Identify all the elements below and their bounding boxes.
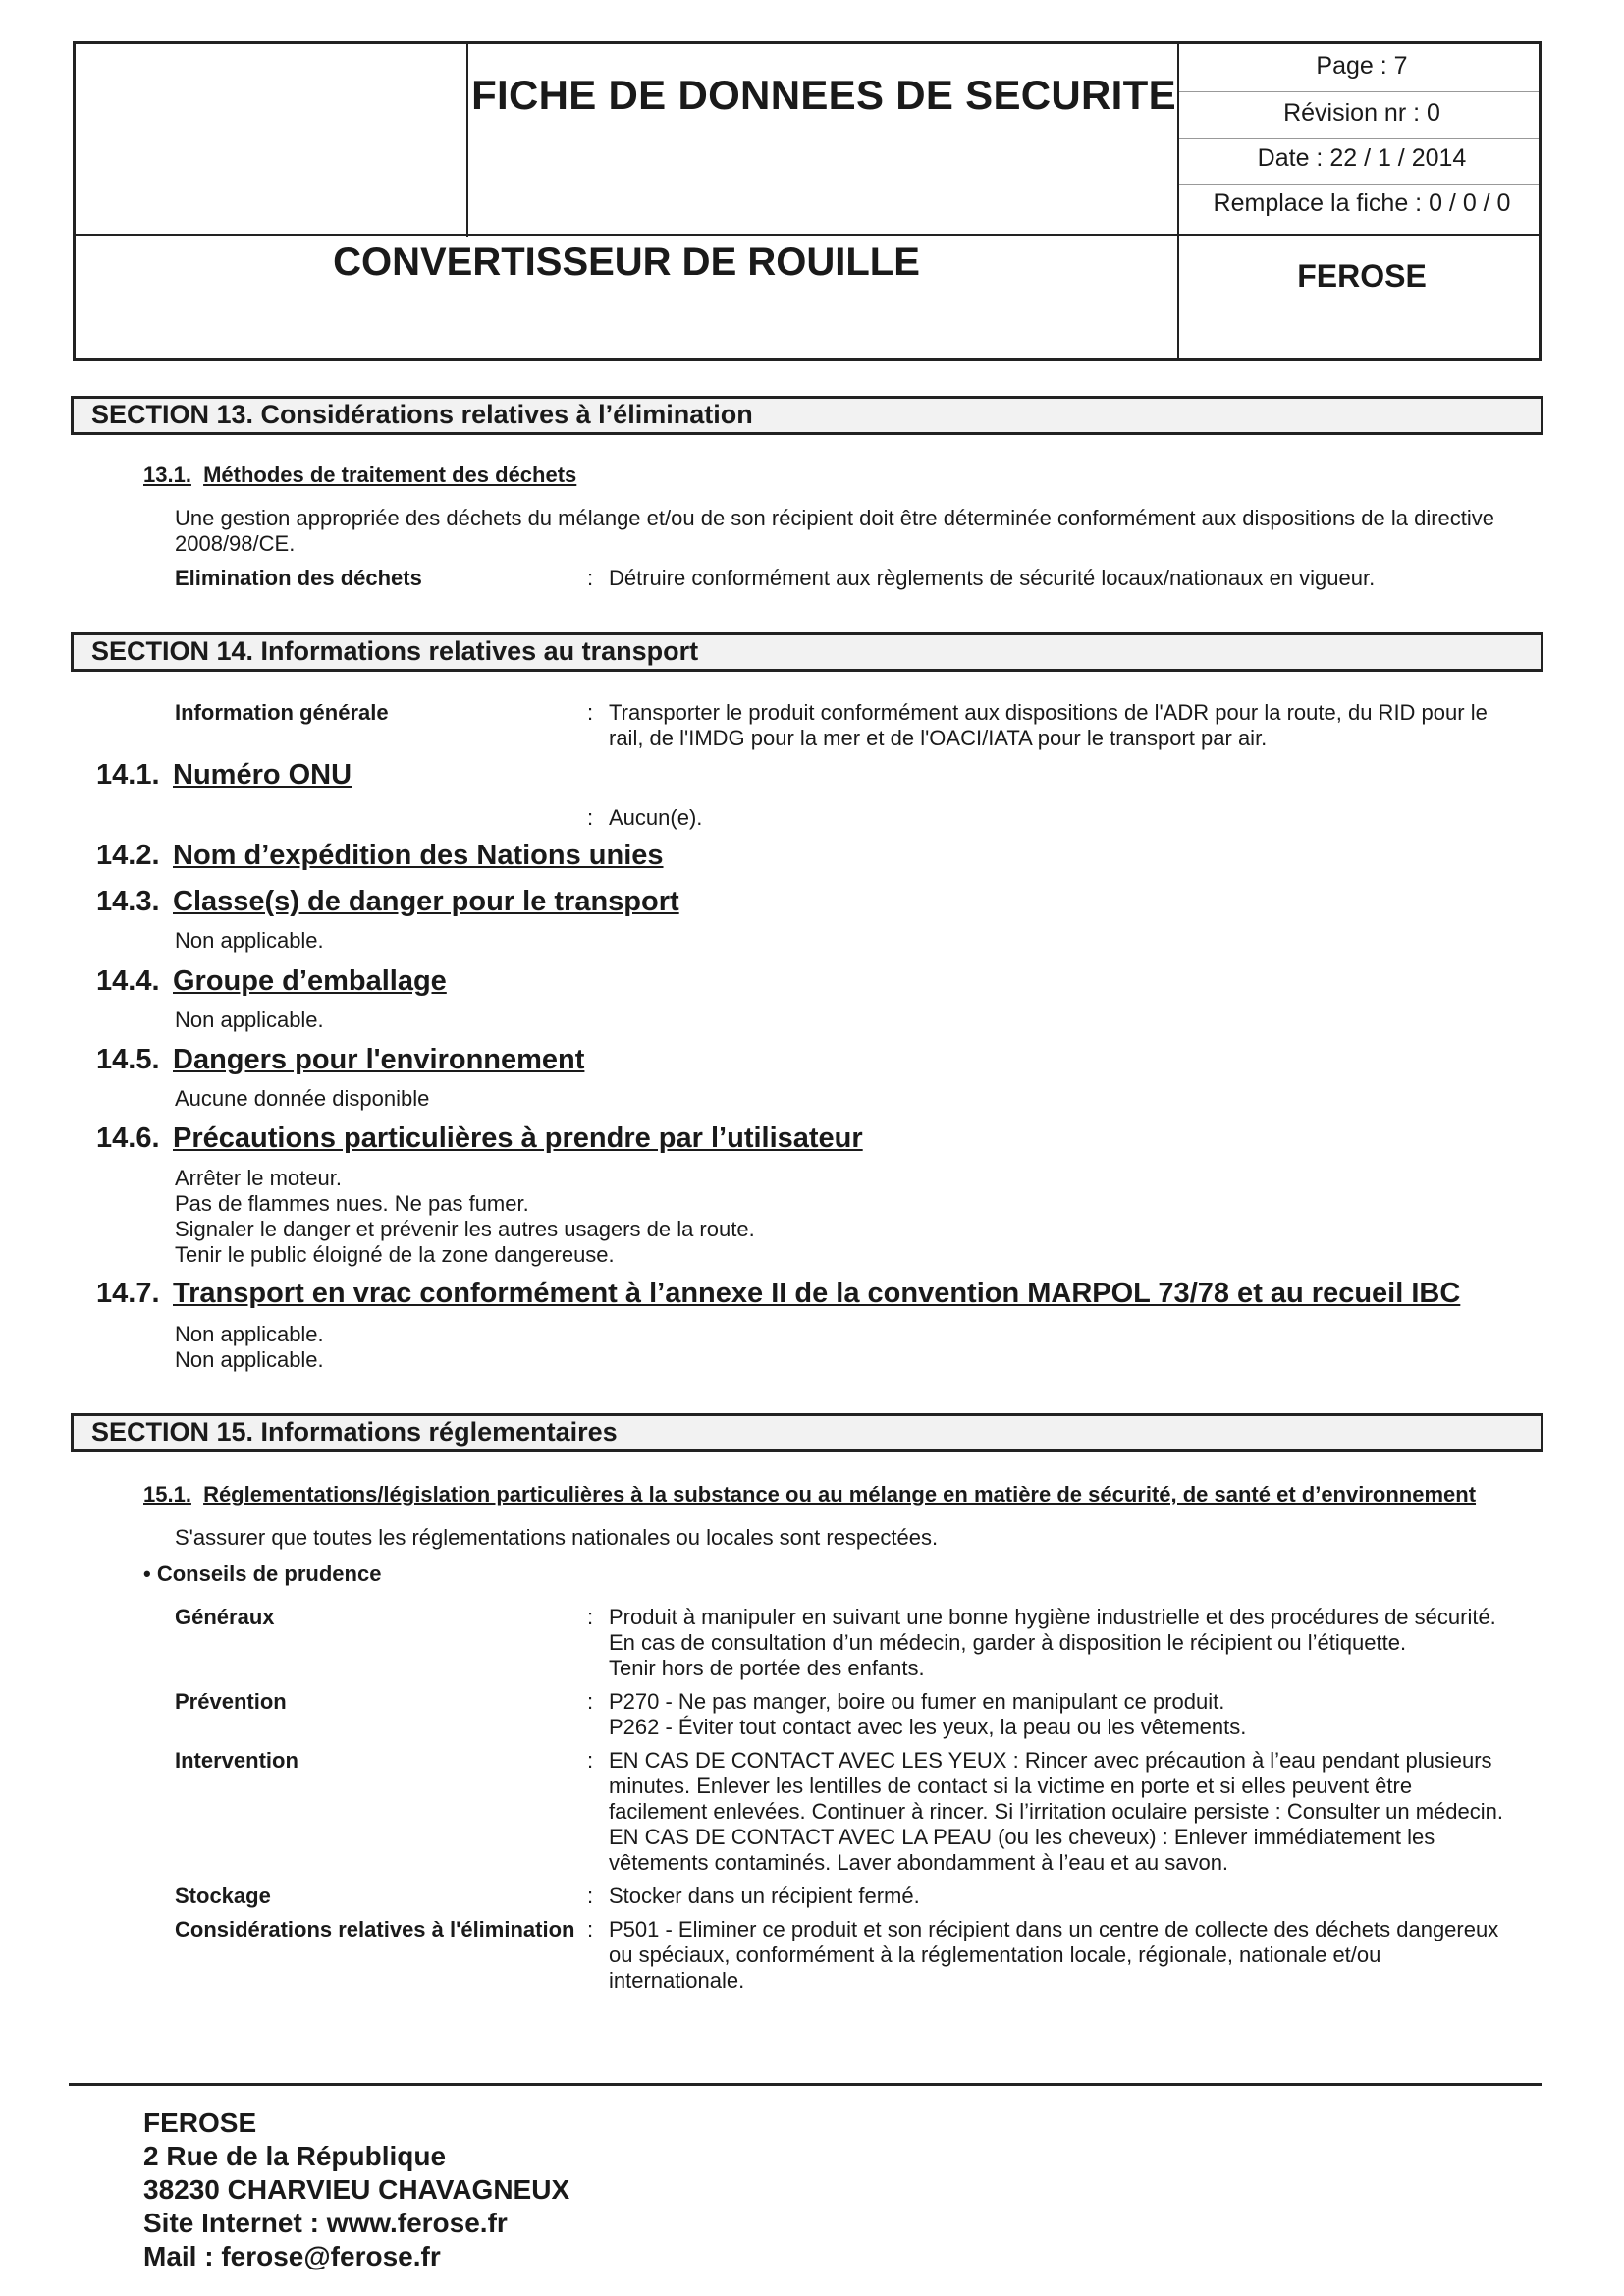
- elimination-line: P501 - Eliminer ce produit et son récipient dans un centre de collecte des déchets dangereux: [609, 1917, 1499, 1941]
- intervention-label: Intervention: [175, 1748, 298, 1773]
- page-number: Page : 7: [1316, 52, 1408, 80]
- colon: :: [587, 1605, 594, 1629]
- stockage-value: Stocker dans un récipient fermé.: [609, 1884, 920, 1908]
- heading-14-4-number: 14.4.: [96, 965, 160, 997]
- s13-text-line2: 2008/98/CE.: [175, 531, 296, 556]
- heading-14-7-value: Non applicable.: [175, 1322, 324, 1346]
- s15-conseils-heading: • Conseils de prudence: [143, 1561, 382, 1586]
- revision-date: Date : 22 / 1 / 2014: [1257, 144, 1467, 172]
- heading-14-4: [96, 965, 447, 998]
- generaux-line: Tenir hors de portée des enfants.: [609, 1656, 925, 1680]
- generaux-line: Produit à manipuler en suivant une bonne hygiène industrielle et des procédures de sécurité.: [609, 1605, 1496, 1629]
- section-14-title: SECTION 14. Informations relatives au transport: [91, 636, 699, 666]
- heading-14-3-value: Non applicable.: [175, 928, 324, 953]
- footer-company: FEROSE: [143, 2107, 257, 2138]
- prevention-line: P270 - Ne pas manger, boire ou fumer en manipulant ce produit.: [609, 1689, 1225, 1714]
- colon: :: [587, 1884, 594, 1908]
- footer-street: 2 Rue de la République: [143, 2141, 447, 2171]
- heading-14-6: [96, 1122, 863, 1155]
- document-title: FICHE DE DONNEES DE SECURITE: [471, 72, 1176, 118]
- heading-14-3-number: 14.3.: [96, 886, 160, 917]
- precaution-line: Pas de flammes nues. Ne pas fumer.: [175, 1191, 529, 1216]
- prevention-line: P262 - Éviter tout contact avec les yeux, la peau ou les vêtements.: [609, 1715, 1247, 1739]
- heading-14-5: [96, 1044, 584, 1076]
- heading-14-3: [96, 886, 679, 918]
- intervention-line: vêtements contaminés. Laver abondamment à l’eau et au savon.: [609, 1850, 1229, 1875]
- heading-14-2: [96, 840, 664, 872]
- subsection-13-1-number: 13.1.: [143, 463, 191, 487]
- brand-name: FEROSE: [1297, 258, 1427, 294]
- colon: :: [587, 1917, 594, 1941]
- subsection-13-1-title: Méthodes de traitement des déchets: [203, 463, 577, 487]
- section-15-header: [71, 1413, 1543, 1452]
- s13-waste-value: Détruire conformément aux règlements de sécurité locaux/nationaux en vigueur.: [609, 566, 1376, 590]
- elimination-line: internationale.: [609, 1968, 745, 1993]
- heading-14-7-number: 14.7.: [96, 1278, 160, 1309]
- footer-email: Mail : ferose@ferose.fr: [143, 2241, 441, 2271]
- subsection-13-1: [143, 463, 576, 488]
- heading-14-5-value: Aucune donnée disponible: [175, 1086, 430, 1111]
- heading-14-3-title: Classe(s) de danger pour le transport: [173, 886, 679, 917]
- colon: :: [587, 1748, 594, 1773]
- heading-14-5-number: 14.5.: [96, 1044, 160, 1075]
- heading-14-4-title: Groupe d’emballage: [173, 965, 447, 997]
- heading-14-7-title: Transport en vrac conformément à l’annexe II de la convention MARPOL 73/78 et au recueil IBC: [173, 1278, 1461, 1309]
- intervention-line: EN CAS DE CONTACT AVEC LES YEUX : Rincer avec précaution à l’eau pendant plusieurs: [609, 1748, 1492, 1773]
- replaces-sheet: Remplace la fiche : 0 / 0 / 0: [1213, 190, 1511, 217]
- generaux-line: En cas de consultation d’un médecin, garder à disposition le récipient ou l’étiquette.: [609, 1630, 1407, 1655]
- heading-14-7: [96, 1278, 1460, 1310]
- heading-14-2-number: 14.2.: [96, 840, 160, 871]
- s14-info-line2: rail, de l'IMDG pour la mer et de l'OACI/IATA pour le transport par air.: [609, 726, 1268, 750]
- heading-14-7-value: Non applicable.: [175, 1347, 324, 1372]
- section-13-title: SECTION 13. Considérations relatives à l’élimination: [91, 400, 753, 429]
- precaution-line: Signaler le danger et prévenir les autres usagers de la route.: [175, 1217, 755, 1241]
- s13-text-line1: Une gestion appropriée des déchets du mélange et/ou de son récipient doit être déterminée conformément aux dispositions de la directive: [175, 506, 1495, 530]
- s13-waste-label: Elimination des déchets: [175, 566, 422, 590]
- heading-14-1: [96, 759, 352, 792]
- generaux-label: Généraux: [175, 1605, 275, 1629]
- s14-info-label: Information générale: [175, 700, 389, 725]
- revision-number: Révision nr : 0: [1283, 99, 1440, 127]
- heading-14-5-title: Dangers pour l'environnement: [173, 1044, 585, 1075]
- prevention-label: Prévention: [175, 1689, 287, 1714]
- footer-website: Site Internet : www.ferose.fr: [143, 2208, 508, 2238]
- heading-14-1-title: Numéro ONU: [173, 759, 352, 791]
- intervention-line: minutes. Enlever les lentilles de contact si la victime en porte et si elles peuvent être: [609, 1774, 1413, 1798]
- colon: :: [587, 1689, 594, 1714]
- heading-14-2-title: Nom d’expédition des Nations unies: [173, 840, 664, 871]
- header-block: [73, 41, 1542, 361]
- product-name: CONVERTISSEUR DE ROUILLE: [333, 241, 920, 284]
- intervention-line: EN CAS DE CONTACT AVEC LA PEAU (ou les cheveux) : Enlever immédiatement les: [609, 1825, 1435, 1849]
- colon: :: [587, 805, 594, 830]
- subsection-15-1-number: 15.1.: [143, 1482, 191, 1506]
- intervention-line: facilement enlevées. Continuer à rincer. Si l’irritation oculaire persiste : Consulter un médecin.: [609, 1799, 1503, 1824]
- elimination-line: ou spéciaux, conformément à la réglementation locale, régionale, nationale et/ou: [609, 1942, 1381, 1967]
- heading-14-4-value: Non applicable.: [175, 1008, 324, 1032]
- section-15-title: SECTION 15. Informations réglementaires: [91, 1417, 618, 1447]
- heading-14-1-value: Aucun(e).: [609, 805, 703, 830]
- precaution-line: Arrêter le moteur.: [175, 1166, 342, 1190]
- section-13-header: [71, 396, 1543, 435]
- stockage-label: Stockage: [175, 1884, 271, 1908]
- footer-divider: [69, 2083, 1542, 2086]
- subsection-15-1-title: Réglementations/législation particulières à la substance ou au mélange en matière de sécurité, de santé et d’environnement: [203, 1482, 1477, 1506]
- s15-intro: S'assurer que toutes les réglementations nationales ou locales sont respectées.: [175, 1525, 939, 1550]
- s14-info-line1: Transporter le produit conformément aux dispositions de l'ADR pour la route, du RID pour le: [609, 700, 1488, 725]
- heading-14-6-number: 14.6.: [96, 1122, 160, 1154]
- elimination-label: Considérations relatives à l'élimination: [175, 1917, 575, 1941]
- subsection-15-1: [143, 1482, 1476, 1507]
- heading-14-1-number: 14.1.: [96, 759, 160, 791]
- footer-city: 38230 CHARVIEU CHAVAGNEUX: [143, 2174, 570, 2205]
- section-14-header: [71, 632, 1543, 672]
- colon: :: [587, 700, 594, 725]
- colon: :: [587, 566, 594, 590]
- heading-14-6-title: Précautions particulières à prendre par l’utilisateur: [173, 1122, 863, 1154]
- precaution-line: Tenir le public éloigné de la zone dangereuse.: [175, 1242, 615, 1267]
